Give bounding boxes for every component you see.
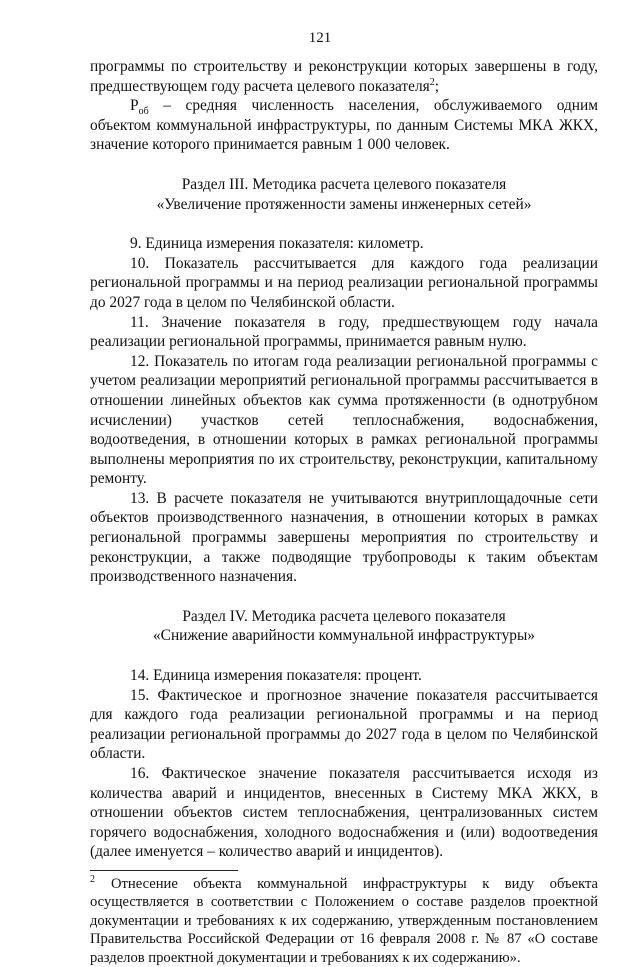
section4-title: Раздел IV. Методика расчета целевого показателя: [182, 607, 506, 625]
footnote-divider: [90, 870, 238, 871]
section3-subtitle: «Увеличение протяженности замены инженерных сетей»: [156, 195, 532, 213]
paragraph-10: 10. Показатель рассчитывается для каждого года реализации региональной программы и на период реализации региональной программы до 2027 года в целом по Челябинской области.: [90, 254, 598, 311]
paragraph-13: 13. В расчете показателя не учитываются внутриплощадочные сети объектов производственного назначения, в отношении которых в рамках региональной программы завершены мероприятия по строительству и реконструкции, а также подводящие трубопроводы к таким объектам производственного назначения.: [90, 489, 598, 586]
pob-subscript: об: [138, 106, 149, 118]
paragraph-9: 9. Единица измерения показателя: километр.: [130, 235, 424, 253]
paragraph-11: 11. Значение показателя в году, предшествующем году начала реализации региональной программы, принимается равным нулю.: [90, 313, 598, 351]
page-content: [90, 57, 598, 967]
pob-symbol: P: [130, 97, 139, 115]
footnote: [90, 875, 598, 967]
continuation-text: программы по строительству и реконструкции которых завершены в году, предшествующем году расчета целевого показателя: [90, 58, 598, 95]
paragraph-14: 14. Единица измерения показателя: процент.: [130, 667, 422, 685]
footnote-text: Отнесение объекта коммунальной инфраструктуры к виду объекта осуществляется в соответствии с Положением о составе разделов проектной документации и требованиях к их содержанию, утвержденным постановлением Правительства Российской Федерации от 16 февраля 2008 г. № 87 «О составе разделов проектной документации и требованиях к их содержанию».: [90, 875, 598, 966]
pob-text: – средняя численность населения, обслуживаемого одним объектом коммунальной инфраструктуры, по данным Системы МКА ЖКХ, значение которого принимается равным 1 000 человек.: [90, 97, 598, 154]
footnote-mark: 2: [90, 874, 95, 886]
pob-definition: [90, 96, 598, 155]
paragraph-16: 16. Фактическое значение показателя рассчитывается исходя из количества аварий и инцидентов, внесенных в Систему МКА ЖКХ, в отношении объектов систем теплоснабжения, централизованных систем горячего водоснабжения, холодного водоснабжения и (или) водоотведения (далее именуется – количество аварий и инцидентов).: [90, 765, 598, 861]
paragraph-15: 15. Фактическое и прогнозное значение показателя рассчитывается для каждого года реализации региональной программы и на период реализации региональной программы до 2027 года в целом по Челябинской области.: [90, 686, 598, 763]
section3-title: Раздел III. Методика расчета целевого показателя: [181, 175, 507, 193]
section4-subtitle: «Снижение аварийности коммунальной инфраструктуры»: [152, 627, 535, 645]
paragraph-12: 12. Показатель по итогам года реализации региональной программы с учетом реализации мероприятий региональной программы рассчитывается в отношении линейных объектов как сумма протяженности (в однотрубном исчислении) участков сетей теплоснабжения, водоснабжения, водоотведения, в отношении которых в рамках региональной программы выполнены мероприятия по их строительству, реконструкции, капитальному ремонту.: [90, 352, 598, 488]
continuation-paragraph: [90, 57, 598, 96]
footnote-ref: 2: [429, 76, 435, 88]
continuation-end: ;: [434, 77, 440, 95]
page-number: 121: [308, 30, 332, 46]
